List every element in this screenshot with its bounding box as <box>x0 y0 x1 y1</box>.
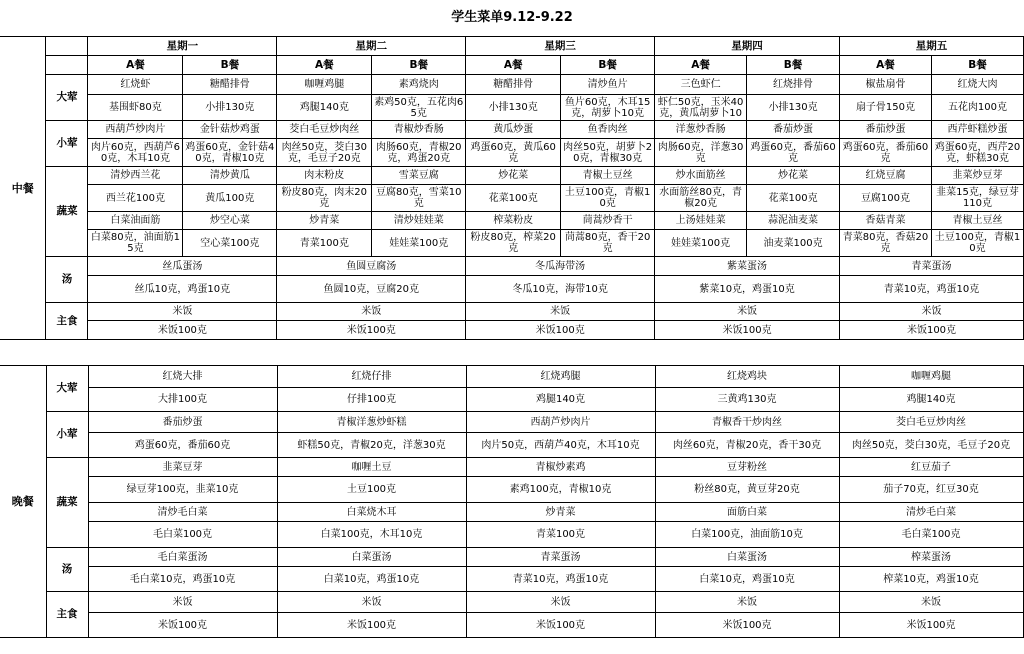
dish-cell: 香菇青菜 <box>840 212 932 230</box>
b-meal-header: B餐 <box>561 56 655 75</box>
dish-cell: 青菜10克，鸡蛋10克 <box>840 276 1024 303</box>
dish-cell: 鱼片60克，木耳15克，胡萝卜10克 <box>561 95 655 121</box>
dish-cell: 白菜烧木耳 <box>277 503 466 522</box>
dish-cell: 白菜10克，鸡蛋10克 <box>277 567 466 592</box>
dish-cell: 茭白毛豆炒肉丝 <box>839 412 1023 433</box>
dish-cell: 紫菜蛋汤 <box>655 257 840 276</box>
dish-cell: 毛白菜100克 <box>88 522 277 548</box>
dish-cell: 西兰花100克 <box>88 185 183 212</box>
dish-cell: 番茄炒蛋 <box>88 412 277 433</box>
dish-cell: 米饭 <box>466 592 655 613</box>
dish-cell: 肉片50克，西葫芦40克，木耳10克 <box>466 433 655 458</box>
category-tang: 汤 <box>46 257 88 303</box>
dish-cell: 鱼圆豆腐汤 <box>277 257 466 276</box>
dish-cell: 鸡蛋60克，金针菇40克，青椒10克 <box>183 139 277 167</box>
day-header: 星期五 <box>840 37 1024 56</box>
dish-cell: 西葫芦炒肉片 <box>466 412 655 433</box>
dish-cell: 榨菜粉皮 <box>466 212 561 230</box>
dish-cell: 粉皮80克，肉末20克 <box>277 185 372 212</box>
dish-cell: 榨菜蛋汤 <box>839 548 1023 567</box>
dish-cell: 米饭100克 <box>466 321 655 340</box>
dish-cell: 米饭 <box>655 303 840 321</box>
dish-cell: 土豆100克，青椒10克 <box>561 185 655 212</box>
dish-cell: 肉丝50克，胡萝卜20克，青椒30克 <box>561 139 655 167</box>
dish-cell: 白菜80克，油面筋15克 <box>88 230 183 257</box>
dish-cell: 青椒炒素鸡 <box>466 458 655 477</box>
dish-cell: 豆腐100克 <box>840 185 932 212</box>
dish-cell: 土豆100克，青椒10克 <box>931 230 1023 257</box>
b-meal-header: B餐 <box>931 56 1023 75</box>
dish-cell: 炒水面筋丝 <box>655 167 747 185</box>
dish-cell: 红烧仔排 <box>277 366 466 388</box>
dish-cell: 红烧排骨 <box>747 75 840 95</box>
dish-cell: 西葫芦炒肉片 <box>88 121 183 139</box>
dish-cell: 白菜10克，鸡蛋10克 <box>655 567 839 592</box>
dish-cell: 米饭 <box>840 303 1024 321</box>
dish-cell: 基围虾80克 <box>88 95 183 121</box>
dish-cell: 番茄炒蛋 <box>747 121 840 139</box>
dish-cell: 清炒西兰花 <box>88 167 183 185</box>
dish-cell: 米饭 <box>655 592 839 613</box>
dish-cell: 鱼香肉丝 <box>561 121 655 139</box>
dish-cell: 白菜蛋汤 <box>277 548 466 567</box>
dish-cell: 鸡腿140克 <box>277 95 372 121</box>
dish-cell: 鸡蛋60克，西芹20克，虾糕30克 <box>931 139 1023 167</box>
dish-cell: 肉肠60克，洋葱30克 <box>655 139 747 167</box>
category-zhushi: 主食 <box>46 592 88 638</box>
day-header: 星期四 <box>655 37 840 56</box>
category-xiaohun: 小荤 <box>46 412 88 458</box>
dish-cell: 肉片60克，西葫芦60克，木耳10克 <box>88 139 183 167</box>
day-header: 星期三 <box>466 37 655 56</box>
dish-cell: 炒青菜 <box>277 212 372 230</box>
dish-cell: 仔排100克 <box>277 388 466 412</box>
dish-cell: 扇子骨150克 <box>840 95 932 121</box>
dish-cell: 金针菇炒鸡蛋 <box>183 121 277 139</box>
dish-cell: 青菜蛋汤 <box>466 548 655 567</box>
corner-cell <box>46 37 88 56</box>
dish-cell: 炒花菜 <box>466 167 561 185</box>
category-shucai: 蔬菜 <box>46 167 88 257</box>
dish-cell: 毛白菜100克 <box>839 522 1023 548</box>
dish-cell: 五花肉100克 <box>931 95 1023 121</box>
dish-cell: 清炒毛白菜 <box>839 503 1023 522</box>
dinner-menu-table <box>0 365 1024 638</box>
dish-cell: 小排130克 <box>747 95 840 121</box>
dish-cell: 肉丝50克，茭白30克，毛豆子20克 <box>839 433 1023 458</box>
dish-cell: 清炒黄瓜 <box>183 167 277 185</box>
dish-cell: 紫菜10克，鸡蛋10克 <box>655 276 840 303</box>
dish-cell: 红烧虾 <box>88 75 183 95</box>
dish-cell: 米饭100克 <box>655 321 840 340</box>
dish-cell: 茭白毛豆炒肉丝 <box>277 121 372 139</box>
dish-cell: 米饭 <box>88 303 277 321</box>
dish-cell: 素鸡100克，青椒10克 <box>466 477 655 503</box>
dish-cell: 毛白菜蛋汤 <box>88 548 277 567</box>
dish-cell: 白菜100克，油面筋10克 <box>655 522 839 548</box>
dish-cell: 米饭100克 <box>277 321 466 340</box>
dish-cell: 米饭100克 <box>88 321 277 340</box>
dish-cell: 大排100克 <box>88 388 277 412</box>
dish-cell: 青椒炒香肠 <box>372 121 466 139</box>
day-header: 星期二 <box>277 37 466 56</box>
dish-cell: 素鸡烧肉 <box>372 75 466 95</box>
b-meal-header: B餐 <box>183 56 277 75</box>
dish-cell: 红豆茄子 <box>839 458 1023 477</box>
dish-cell: 小排130克 <box>466 95 561 121</box>
dish-cell: 白菜油面筋 <box>88 212 183 230</box>
dish-cell: 鱼圆10克，豆腐20克 <box>277 276 466 303</box>
dish-cell: 韭菜15克，绿豆芽110克 <box>931 185 1023 212</box>
dish-cell: 花菜100克 <box>466 185 561 212</box>
dish-cell: 娃娃菜100克 <box>655 230 747 257</box>
dish-cell: 红烧鸡块 <box>655 366 839 388</box>
dish-cell: 红烧大排 <box>88 366 277 388</box>
dish-cell: 水面筋丝80克，青椒20克 <box>655 185 747 212</box>
dish-cell: 黄瓜100克 <box>183 185 277 212</box>
dish-cell: 小排130克 <box>183 95 277 121</box>
dish-cell: 清炒娃娃菜 <box>372 212 466 230</box>
dish-cell: 空心菜100克 <box>183 230 277 257</box>
dish-cell: 咖喱土豆 <box>277 458 466 477</box>
dish-cell: 西芹虾糕炒蛋 <box>931 121 1023 139</box>
dish-cell: 茼蒿80克，香干20克 <box>561 230 655 257</box>
b-meal-header: B餐 <box>372 56 466 75</box>
dish-cell: 青菜100克 <box>466 522 655 548</box>
dish-cell: 粉丝80克，黄豆芽20克 <box>655 477 839 503</box>
dish-cell: 茼蒿炒香干 <box>561 212 655 230</box>
category-zhushi: 主食 <box>46 303 88 340</box>
dish-cell: 娃娃菜100克 <box>372 230 466 257</box>
dish-cell: 炒空心菜 <box>183 212 277 230</box>
dish-cell: 青椒土豆丝 <box>931 212 1023 230</box>
category-xiaohun: 小荤 <box>46 121 88 167</box>
dish-cell: 豆芽粉丝 <box>655 458 839 477</box>
dish-cell: 冬瓜10克，海带10克 <box>466 276 655 303</box>
dish-cell: 青菜100克 <box>277 230 372 257</box>
dish-cell: 韭菜炒豆芽 <box>931 167 1023 185</box>
dish-cell: 鸡蛋60克，番茄60克 <box>88 433 277 458</box>
dish-cell: 青椒土豆丝 <box>561 167 655 185</box>
dish-cell: 肉丝50克，茭白30克，毛豆子20克 <box>277 139 372 167</box>
dish-cell: 米饭 <box>466 303 655 321</box>
dish-cell: 蒜泥油麦菜 <box>747 212 840 230</box>
dish-cell: 米饭100克 <box>840 321 1024 340</box>
dish-cell: 豆腐80克，雪菜10克 <box>372 185 466 212</box>
a-meal-header: A餐 <box>277 56 372 75</box>
page-title: 学生菜单9.12-9.22 <box>451 10 573 25</box>
dish-cell: 丝瓜10克，鸡蛋10克 <box>88 276 277 303</box>
dish-cell: 上汤娃娃菜 <box>655 212 747 230</box>
dish-cell: 米饭100克 <box>655 613 839 638</box>
a-meal-header: A餐 <box>840 56 932 75</box>
dish-cell: 青菜80克，香菇20克 <box>840 230 932 257</box>
dish-cell: 鸡蛋60克，番茄60克 <box>747 139 840 167</box>
category-tang: 汤 <box>46 548 88 592</box>
dish-cell: 三色虾仁 <box>655 75 747 95</box>
dish-cell: 毛白菜10克，鸡蛋10克 <box>88 567 277 592</box>
dish-cell: 茄子70克，红豆30克 <box>839 477 1023 503</box>
dish-cell: 三黄鸡130克 <box>655 388 839 412</box>
a-meal-header: A餐 <box>655 56 747 75</box>
dish-cell: 粉皮80克，榨菜20克 <box>466 230 561 257</box>
dish-cell: 糖醋排骨 <box>466 75 561 95</box>
dish-cell: 糖醋排骨 <box>183 75 277 95</box>
dish-cell: 炒花菜 <box>747 167 840 185</box>
dish-cell: 米饭 <box>88 592 277 613</box>
meal-label: 中餐 <box>0 37 46 340</box>
dish-cell: 鸡腿140克 <box>466 388 655 412</box>
dish-cell: 青菜蛋汤 <box>840 257 1024 276</box>
dish-cell: 丝瓜蛋汤 <box>88 257 277 276</box>
dish-cell: 油麦菜100克 <box>747 230 840 257</box>
dish-cell: 素鸡50克，五花肉65克 <box>372 95 466 121</box>
b-meal-header: B餐 <box>747 56 840 75</box>
day-header: 星期一 <box>88 37 277 56</box>
dish-cell: 清炒毛白菜 <box>88 503 277 522</box>
dish-cell: 咖喱鸡腿 <box>839 366 1023 388</box>
dish-cell: 虾仁50克，玉米40克，黄瓜胡萝卜10 <box>655 95 747 121</box>
dish-cell: 青菜10克，鸡蛋10克 <box>466 567 655 592</box>
a-meal-header: A餐 <box>466 56 561 75</box>
dish-cell: 韭菜豆芽 <box>88 458 277 477</box>
corner-cell <box>46 56 88 75</box>
dish-cell: 红烧鸡腿 <box>466 366 655 388</box>
dish-cell: 清炒鱼片 <box>561 75 655 95</box>
dish-cell: 冬瓜海带汤 <box>466 257 655 276</box>
dish-cell: 肉末粉皮 <box>277 167 372 185</box>
dish-cell: 洋葱炒香肠 <box>655 121 747 139</box>
dish-cell: 米饭100克 <box>88 613 277 638</box>
dish-cell: 雪菜豆腐 <box>372 167 466 185</box>
dish-cell: 土豆100克 <box>277 477 466 503</box>
dish-cell: 米饭100克 <box>466 613 655 638</box>
dish-cell: 青椒洋葱炒虾糕 <box>277 412 466 433</box>
dish-cell: 绿豆芽100克，韭菜10克 <box>88 477 277 503</box>
dish-cell: 炒青菜 <box>466 503 655 522</box>
dish-cell: 青椒香干炒肉丝 <box>655 412 839 433</box>
dish-cell: 白菜蛋汤 <box>655 548 839 567</box>
dish-cell: 肉肠60克，青椒20克，鸡蛋20克 <box>372 139 466 167</box>
dish-cell: 黄瓜炒蛋 <box>466 121 561 139</box>
dish-cell: 榨菜10克，鸡蛋10克 <box>839 567 1023 592</box>
a-meal-header: A餐 <box>88 56 183 75</box>
dish-cell: 面筋白菜 <box>655 503 839 522</box>
dish-cell: 虾糕50克，青椒20克，洋葱30克 <box>277 433 466 458</box>
dish-cell: 鸡腿140克 <box>839 388 1023 412</box>
category-dacai: 大荤 <box>46 366 88 412</box>
dish-cell: 白菜100克，木耳10克 <box>277 522 466 548</box>
dish-cell: 咖喱鸡腿 <box>277 75 372 95</box>
dish-cell: 米饭 <box>839 592 1023 613</box>
dish-cell: 鸡蛋60克，黄瓜60克 <box>466 139 561 167</box>
dish-cell: 米饭100克 <box>839 613 1023 638</box>
dish-cell: 椒盐扇骨 <box>840 75 932 95</box>
dish-cell: 鸡蛋60克，番茄60克 <box>840 139 932 167</box>
category-dacai: 大荤 <box>46 75 88 121</box>
dish-cell: 红烧豆腐 <box>840 167 932 185</box>
meal-label: 晚餐 <box>0 366 46 638</box>
dish-cell: 米饭 <box>277 303 466 321</box>
dish-cell: 番茄炒蛋 <box>840 121 932 139</box>
dish-cell: 花菜100克 <box>747 185 840 212</box>
category-shucai: 蔬菜 <box>46 458 88 548</box>
dish-cell: 米饭 <box>277 592 466 613</box>
dish-cell: 红烧大肉 <box>931 75 1023 95</box>
lunch-menu-table <box>0 36 1024 340</box>
section-gap <box>0 347 1024 365</box>
dish-cell: 米饭100克 <box>277 613 466 638</box>
dish-cell: 肉丝60克，青椒20克，香干30克 <box>655 433 839 458</box>
